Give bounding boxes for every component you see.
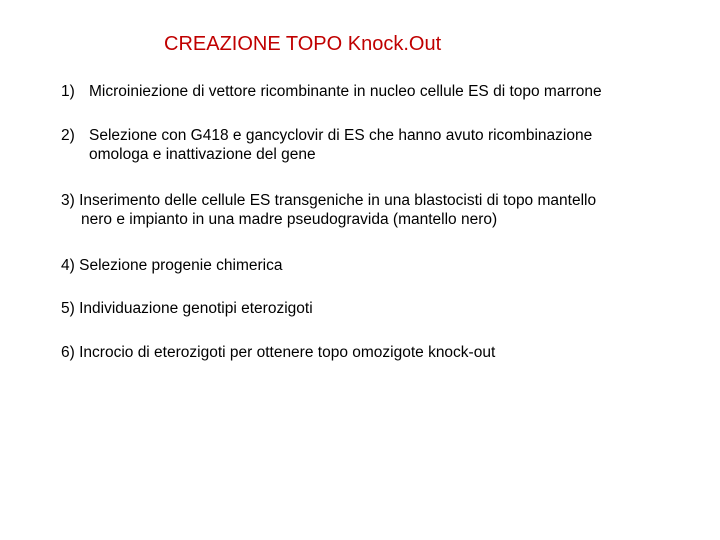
slide-title: CREAZIONE TOPO Knock.Out — [164, 33, 442, 55]
step-item-4 — [61, 256, 701, 275]
step-item-5 — [61, 299, 701, 318]
step-number: 1) — [61, 83, 75, 100]
step-text: Selezione con G418 e gancyclovir di ES che hanno avuto ricombinazione — [89, 127, 593, 144]
step-number: 3) — [61, 192, 75, 209]
step-text: Microiniezione di vettore ricombinante in nucleo cellule ES di topo marrone — [89, 83, 602, 100]
step-text: Individuazione genotipi eterozigoti — [79, 300, 313, 317]
step-item-1 — [61, 82, 701, 101]
step-item-6 — [61, 343, 701, 362]
step-number: 6) — [61, 344, 75, 361]
step-item-3 — [61, 191, 701, 229]
step-text-continued: nero e impianto in una madre pseudogravida (mantello nero) — [81, 211, 498, 228]
step-number: 2) — [61, 127, 75, 144]
step-text: Selezione progenie chimerica — [79, 257, 283, 274]
step-text-continued: omologa e inattivazione del gene — [89, 146, 316, 163]
step-number: 4) — [61, 257, 75, 274]
step-text: Incrocio di eterozigoti per ottenere topo omozigote knock-out — [79, 344, 496, 361]
step-text: Inserimento delle cellule ES transgeniche in una blastocisti di topo mantello — [79, 192, 597, 209]
step-number: 5) — [61, 300, 75, 317]
step-item-2 — [61, 126, 701, 164]
